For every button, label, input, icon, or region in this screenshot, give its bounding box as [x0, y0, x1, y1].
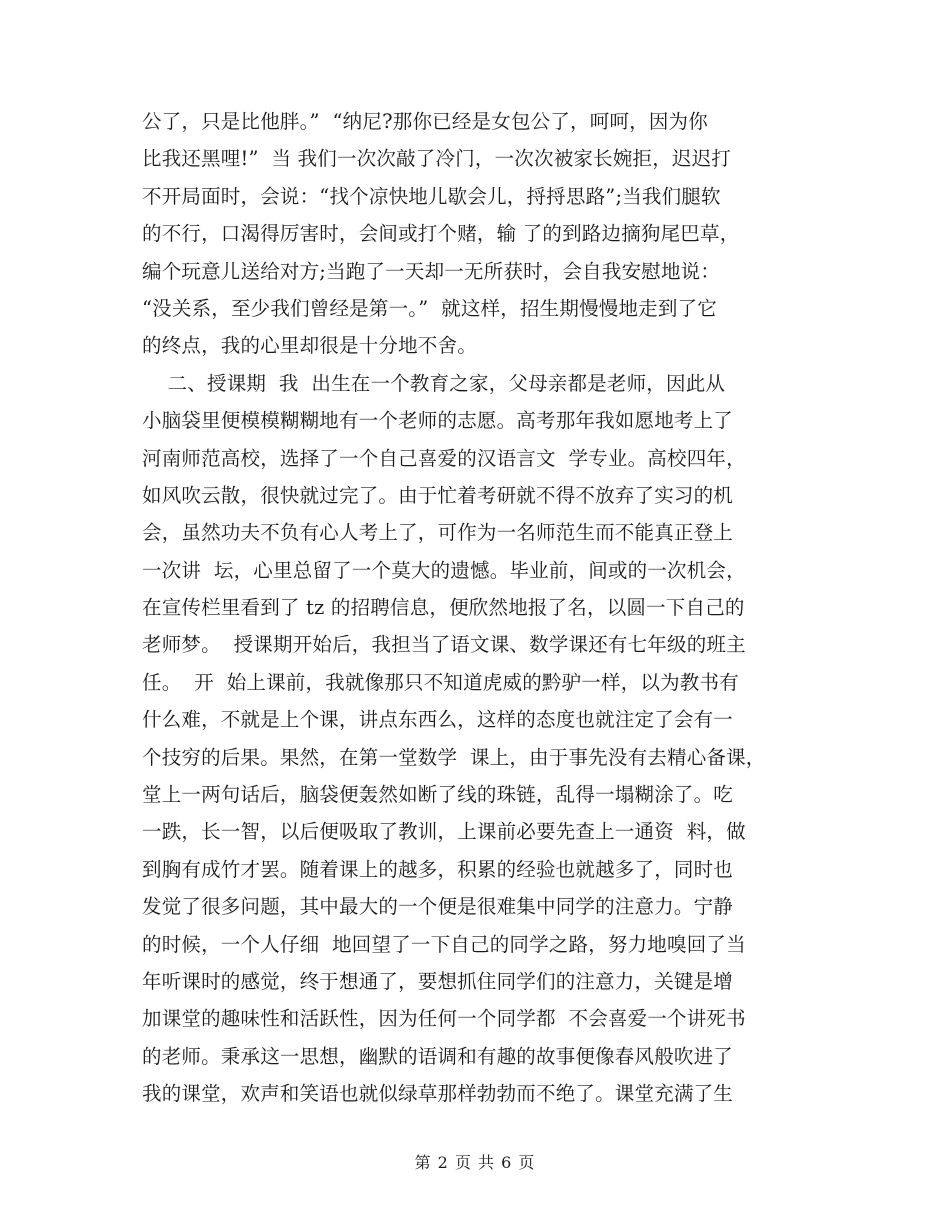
text-line: “没关系，至少我们曾经是第一。” 就这样，招生期慢慢地走到了它	[142, 296, 717, 320]
text-line: 会，虽然功夫不负有心人考上了，可作为一名师范生而不能真正登上	[142, 521, 734, 545]
text-line: 发觉了很多问题，其中最大的一个便是很难集中同学的注意力。宁静	[142, 895, 734, 919]
text-line: 在宣传栏里看到了 tz 的招聘信息，便欣然地报了名，以圆一下自己的	[142, 596, 745, 620]
text-line: 河南师范高校，选择了一个自己喜爱的汉语言文 学专业。高校四年，	[142, 446, 746, 470]
text-line: 的老师。秉承这一思想，幽默的语调和有趣的故事便像春风般吹进了	[142, 1044, 734, 1068]
body-text	[142, 103, 822, 1113]
text-line: 的终点，我的心里却很是十分地不舍。	[142, 334, 477, 358]
text-line: 的不行，口渴得厉害时，会间或打个赌，输 了的到路边摘狗尾巴草，	[142, 222, 740, 246]
text-line: 的时候，一个人仔细 地回望了一下自己的同学之路，努力地嗅回了当	[142, 932, 746, 956]
text-line: 个技穷的后果。果然，在第一堂数学 课上，由于事先没有去精心备课，	[142, 745, 766, 769]
text-line: 堂上一两句话后，脑袋便轰然如断了线的珠链，乱得一塌糊涂了。吃	[142, 783, 734, 807]
text-line: 小脑袋里便模模糊糊地有一个老师的志愿。高考那年我如愿地考上了	[142, 409, 734, 433]
text-line: 如风吹云散，很快就过完了。由于忙着考研就不得不放弃了实习的机	[142, 483, 734, 507]
text-line: 我的课堂，欢声和笑语也就似绿草那样勃勃而不绝了。课堂充满了生	[142, 1082, 734, 1106]
text-line: 老师梦。 授课期开始后，我担当了语文课、数学课还有七年级的班主	[142, 633, 746, 657]
page-number-footer: 第 2 页 共 6 页	[414, 1153, 536, 1172]
text-line: 什么难，不就是上个课，讲点东西么，这样的态度也就注定了会有一	[142, 708, 734, 732]
text-line: 一次讲 坛，心里总留了一个莫大的遗憾。毕业前，间或的一次机会，	[142, 558, 746, 582]
text-line: 不开局面时，会说：“找个凉快地儿歇会儿，捋捋思路”;当我们腿软	[142, 184, 721, 208]
text-line: 二、授课期 我 出生在一个教育之家，父母亲都是老师，因此从	[142, 371, 726, 395]
text-line: 公了，只是比他胖。” “纳尼?那你已经是女包公了，呵呵，因为你	[142, 110, 708, 133]
text-line: 加课堂的趣味性和活跃性，因为任何一个同学都 不会喜爱一个讲死书	[142, 1007, 746, 1031]
text-line: 任。 开 始上课前，我就像那只不知道虎威的黔驴一样，以为教书有	[142, 670, 739, 694]
text-line: 比我还黑哩!” 当 我们一次次敲了冷门，一次次被家长婉拒，迟迟打	[142, 147, 732, 171]
text-line: 到胸有成竹才罢。随着课上的越多，积累的经验也就越多了，同时也	[142, 857, 734, 881]
text-line: 一跌，长一智，以后便吸取了教训，上课前必要先查上一通资 料，做	[142, 820, 746, 844]
text-line: 年听课时的感觉，终于想通了，要想抓住同学们的注意力，关键是增	[142, 969, 734, 993]
text-line: 编个玩意儿送给对方;当跑了一天却一无所获时，会自我安慰地说：	[142, 259, 721, 283]
